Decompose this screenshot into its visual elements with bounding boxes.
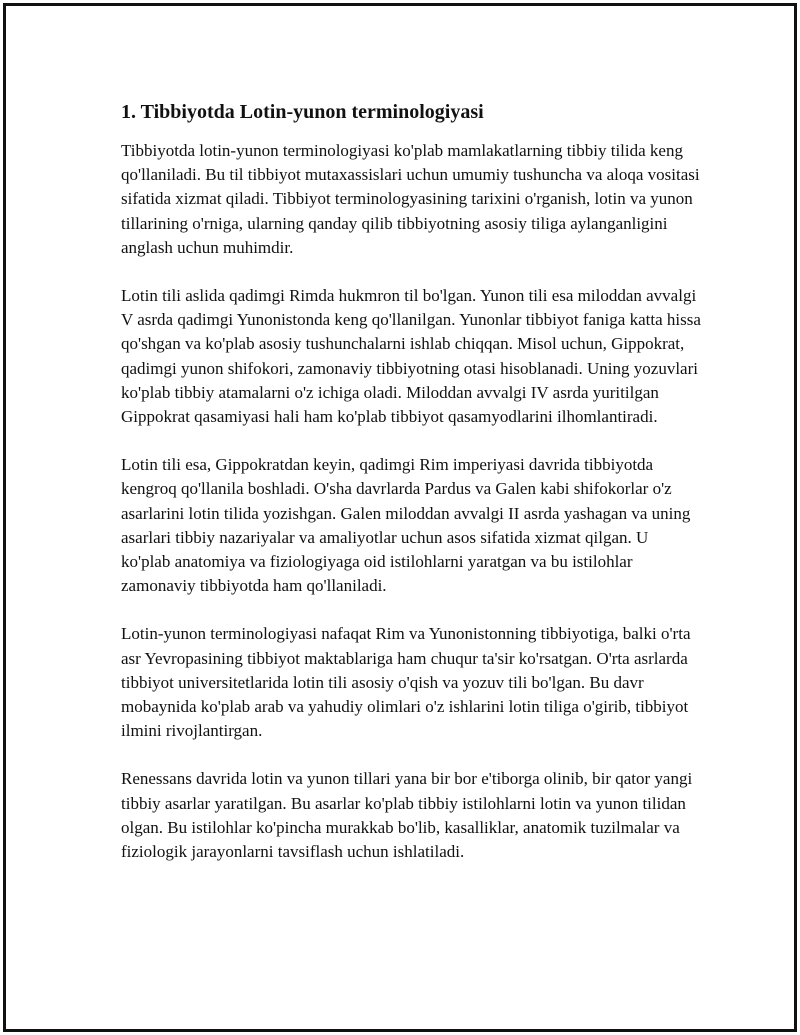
page-frame bbox=[3, 3, 797, 1032]
paragraph-4: Lotin-yunon terminologiyasi nafaqat Rim va Yunonistonning tibbiyotiga, balki o'rta asr Yevropasining tibbiyot maktablariga ham chuqur ta'sir ko'rsatgan. O'rta asrlarda tibbiyot universitetlarida lotin tili asosiy o'qish va yozuv tili bo'lgan. Bu davr mobaynida ko'plab arab va yahudiy olimlari o'z ishlarini lotin tiliga o'girib, tibbiyot ilmini rivojlantirgan. bbox=[121, 624, 691, 741]
paragraph-2: Lotin tili aslida qadimgi Rimda hukmron til bo'lgan. Yunon tili esa miloddan avvalgi V asrda qadimgi Yunonistonda keng qo'llanilgan. Yunonlar tibbiyot faniga katta hissa qo'shgan va ko'plab asosiy tushunchalarni ishlab chiqqan. Misol uchun, Gippokrat, qadimgi yunon shifokori, zamonaviy tibbiyotning otasi hisoblanadi. Uning yozuvlari ko'plab tibbiy atamalarni o'z ichiga oladi. Miloddan avvalgi IV asrda yuritilgan Gippokrat qasamiyasi hali ham ko'plab tibbiyot qasamyodlarini ilhomlantiradi. bbox=[121, 286, 701, 427]
document-body bbox=[121, 99, 701, 888]
section-heading: 1. Tibbiyotda Lotin-yunon terminologiyasi bbox=[121, 101, 484, 123]
paragraph-5: Renessans davrida lotin va yunon tillari yana bir bor e'tiborga olinib, bir qator yangi tibbiy asarlar yaratilgan. Bu asarlar ko'plab tibbiy istilohlarni lotin va yunon tilidan olgan. Bu istilohlar ko'pincha murakkab bo'lib, kasalliklar, anatomik tuzilmalar va fiziologik jarayonlarni tavsiflash uchun ishlatiladi. bbox=[121, 769, 693, 862]
paragraph-1: Tibbiyotda lotin-yunon terminologiyasi ko'plab mamlakatlarning tibbiy tilida keng qo'llaniladi. Bu til tibbiyot mutaxassislari uchun umumiy tushuncha va aloqa vositasi sifatida xizmat qiladi. Tibbiyot terminologyasining tarixini o'rganish, lotin va yunon tillarining o'rniga, ularning qanday qilib tibbiyotning asosiy tiliga aylanganligini anglash uchun muhimdir. bbox=[121, 141, 700, 257]
paragraph-3: Lotin tili esa, Gippokratdan keyin, qadimgi Rim imperiyasi davrida tibbiyotda kengroq qo'llanila boshladi. O'sha davrlarda Pardus va Galen kabi shifokorlar o'z asarlarini lotin tilida yozishgan. Galen miloddan avvalgi II asrda yashagan va uning asarlari tibbiy nazariyalar va amaliyotlar uchun asos sifatida xizmat qilgan. U ko'plab anatomiya va fiziologiyaga oid istilohlarni yaratgan va bu istilohlar zamonaviy tibbiyotda ham qo'llaniladi. bbox=[121, 455, 691, 596]
